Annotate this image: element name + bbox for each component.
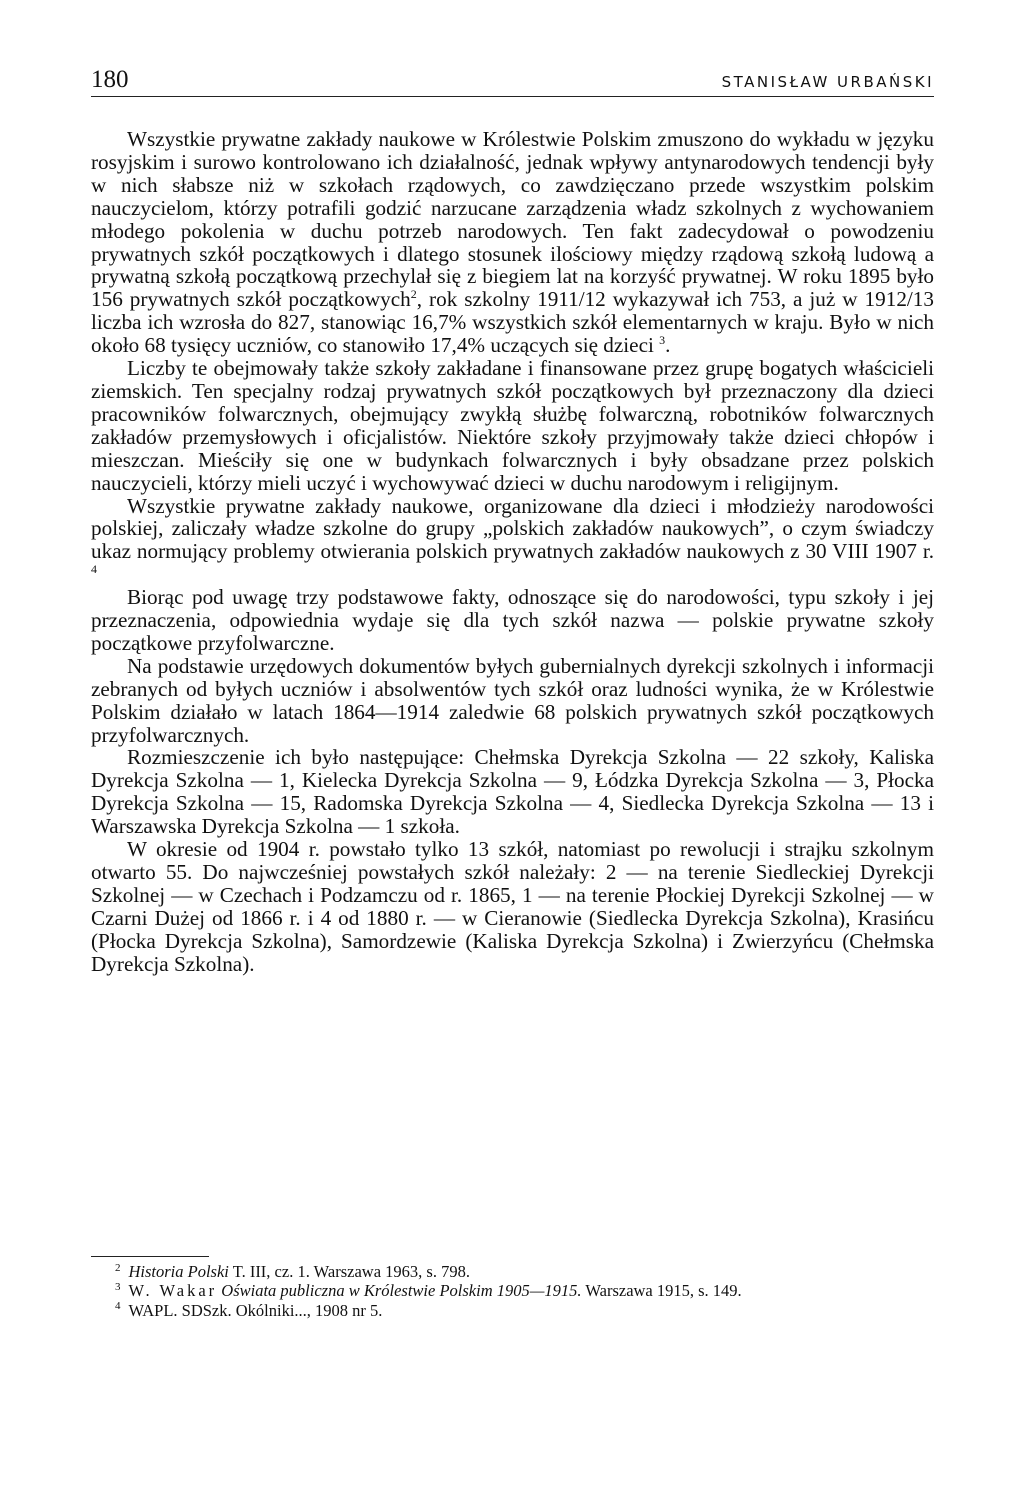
paragraph: W okresie od 1904 r. powstało tylko 13 szkół, natomiast po rewolucji i strajku szkolnym otwarto 55. Do najwcześniej powstałych szkół należały: 2 — na terenie Siedleckiej Dyrekcji Szkolnej — w Czechach i Podzamczu od r. 1865, 1 — na terenie Płockiej Dyrekcji Szkolnej — w Czarni Dużej od 1866 r. i 4 od 1880 r. — w Cieranowie (Siedlecka Dyrekcja Szkolna), Krasińcu (Płocka Dyrekcja Szkolna), Samordzewie (Kaliska Dyrekcja Szkolna) i Zwierzyńcu (Chełmska Dyrekcja Szkolna). [91,837,934,976]
running-head: STANISŁAW URBAŃSKI [721,73,934,91]
footnote-ref: 4 [91,562,97,577]
paragraph: Na podstawie urzędowych dokumentów byłych gubernialnych dyrekcji szkolnych i informacji zebranych od byłych uczniów i absolwentów tych szkół oraz ludności wynika, że w Królestwie Polskim działało w latach 1864—1914 zaledwie 68 polskich prywatnych szkół początkowych przyfolwarcznych. [91,653,934,747]
footnote-mark: 3 [115,1280,121,1293]
paragraph: Wszystkie prywatne zakłady naukowe w Królestwie Polskim zmuszono do wykładu w języku rosyjskim i surowo kontrolowano ich działalność, jednak wpływy antynarodowych tendencji były w nich słabsze niż w szkołach rządowych, co zawdzięczano przede wszystkim polskim nauczycielom, którzy potrafili godzić narzucane zarządzenia władz szkolnych z wychowaniem młodego pokolenia w duchu potrzeb narodowych. Ten fakt zadecydował o powodzeniu prywatnych szkół początkowych i dlatego stosunek ilościowy między rządową szkołą ludową a prywatną szkołą początkową przechylał się z biegiem lat na korzyść prywatnej. W roku 1895 było 156 prywatnych szkół początkowych$^2$, rok szkolny 1911/12 wykazywał ich 753, a już w 1912/13 liczba ich wzrosła do 827, stanowiąc 16,7% wszystkich szkół elementarnych w kraju. Było w nich około 68 tysięcy uczniów, co stanowiło 17,4% uczących się dzieci $^3$. [91,127,934,358]
paragraph: Biorąc pod uwagę trzy podstawowe fakty, odnoszące się do narodowości, typu szkoły i jej przeznaczenia, odpowiednia wydaje się dla tych szkół nazwa — polskie prywatne szkoły początkowe przyfolwarczne. [91,585,934,655]
body-text [91,128,934,976]
paragraph: Rozmieszczenie ich było następujące: Chełmska Dyrekcja Szkolna — 22 szkoły, Kaliska Dyrekcja Szkolna — 1, Kielecka Dyrekcja Szkolna — 9, Łódzka Dyrekcja Szkolna — 3, Płocka Dyrekcja Szkolna — 15, Radomska Dyrekcja Szkolna — 4, Siedlecka Dyrekcja Szkolna — 13 i Warszawska Dyrekcja Szkolna — 1 szkoła. [91,745,934,839]
footnote-ref: 3 [659,333,666,348]
footnote-text: Warszawa 1915, s. 149. [581,1281,742,1301]
page-header [91,60,934,97]
footnote-text: WAPL. SDSzk. Okólniki..., 1908 nr 5. [128,1300,383,1320]
footnote-4 [91,1301,934,1320]
footnotes [91,1262,934,1320]
footnote-divider [91,1256,209,1257]
paragraph-text: Wszystkie prywatne zakłady naukowe, organizowane dla dzieci i młodzieży narodowości polskiej, zaliczały władze szkolne do grupy „polskich zakładów naukowych”, o czym świadczy ukaz normujący problemy otwierania polskich prywatnych zakładów naukowych z 30 VIII 1907 r. [91,493,934,564]
footnote-author: W. Wakar [128,1281,218,1301]
footnote-mark: 4 [115,1300,121,1313]
footnote-2 [91,1262,934,1281]
footnote-ref: 2 [410,287,417,302]
paragraph: Liczby te obejmowały także szkoły zakładane i finansowane przez grupę bogatych właścicieli ziemskich. Ten specjalny rodzaj prywatnych szkół początkowych był przeznaczony dla dzieci pracowników folwarcznych, obejmujący zwykłą służbę folwarczną, robotników folwarcznych zakładów przemysłowych i oficjalistów. Niektóre szkoły przyjmowały także dzieci chłopów i mieszczan. Mieściły się one w budynkach folwarcznych i były obsadzane przez polskich nauczycieli, którzy mieli uczyć i wychowywać dzieci w duchu narodowym i religijnym. [91,356,934,495]
paragraph [91,495,934,587]
footnote-3 [91,1281,934,1300]
footnote-mark: 2 [115,1261,121,1274]
paragraph-text: , rok szkolny 1911/12 wykazywał ich 753, a już w 1912/13 liczba ich wzrosła do 827, stanowiąc 16,7% wszystkich szkół elementarnych w kraju. Było w nich około 68 tysięcy uczniów, co stanowiło 17,4% uczących się dzieci [91,287,934,358]
page-number: 180 [91,66,129,93]
footnote-text: T. III, cz. 1. Warszawa 1963, s. 798. [228,1262,470,1281]
footnote-title: Oświata publiczna w Królestwie Polskim 1905—1915. [221,1281,582,1301]
footnote-title: Historia Polski [128,1262,229,1281]
paragraph-text: Wszystkie prywatne zakłady naukowe w Królestwie Polskim zmuszono do wykładu w języku rosyjskim i surowo kontrolowano ich działalność, jednak wpływy antynarodowych tendencji były w nich słabsze niż w szkołach rządowych, co zawdzięczano przede wszystkim polskim nauczycielom, którzy potrafili godzić narzucane zarządzenia władz szkolnych z wychowaniem młodego pokolenia w duchu potrzeb narodowych. Ten fakt zadecydował o powodzeniu prywatnych szkół początkowych i dlatego stosunek ilościowy między rządową szkołą ludową a prywatną szkołą początkową przechylał się z biegiem lat na korzyść prywatnej. W roku 1895 było 156 prywatnych szkół początkowych [91,127,934,312]
